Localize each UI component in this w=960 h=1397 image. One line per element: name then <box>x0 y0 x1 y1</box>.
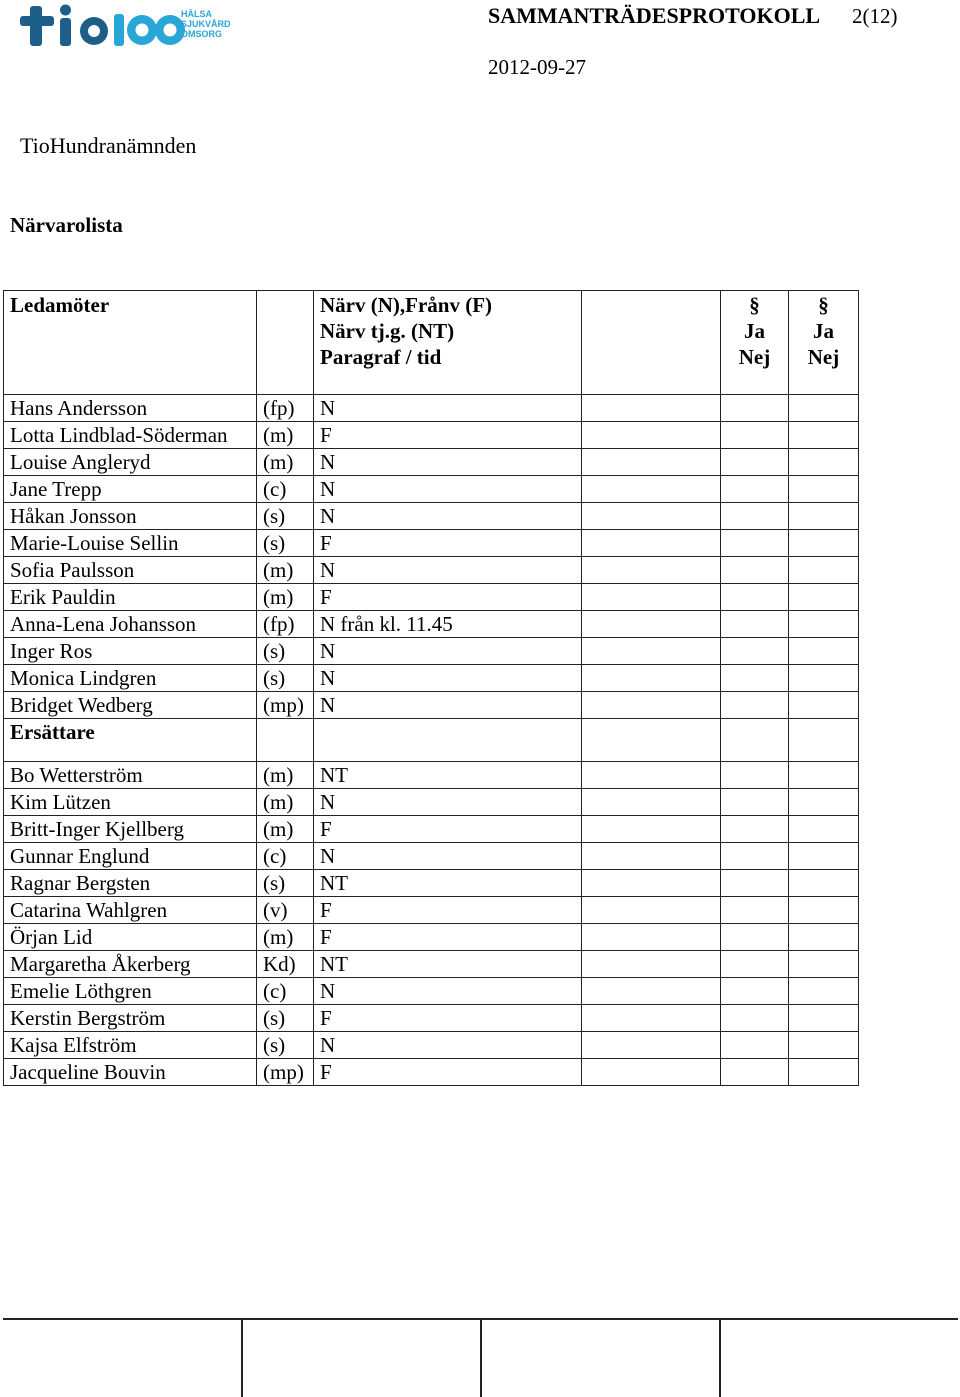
table-row <box>4 503 859 530</box>
header-paragraph-1 <box>721 291 789 395</box>
paragraph-1-cell <box>721 762 789 789</box>
blank-cell <box>582 584 721 611</box>
member-status: N <box>314 476 582 503</box>
header-line: Nej <box>807 345 840 369</box>
paragraph-2-cell <box>789 762 859 789</box>
blank-cell <box>582 638 721 665</box>
header-line: Nej <box>738 345 771 369</box>
paragraph-2-cell <box>789 789 859 816</box>
paragraph-2-cell <box>789 611 859 638</box>
paragraph-1-cell <box>721 395 789 422</box>
paragraph-1-cell <box>721 1032 789 1059</box>
paragraph-2-cell <box>789 422 859 449</box>
paragraph-1-cell <box>721 422 789 449</box>
paragraph-2-cell <box>789 1005 859 1032</box>
member-party: (s) <box>257 870 314 897</box>
blank-cell <box>582 530 721 557</box>
member-name: Emelie Löthgren <box>4 978 257 1005</box>
document-title: SAMMANTRÄDESPROTOKOLL <box>488 3 821 28</box>
paragraph-2-cell <box>789 557 859 584</box>
member-status: F <box>314 816 582 843</box>
blank-cell <box>582 557 721 584</box>
member-status: NT <box>314 951 582 978</box>
member-status: N <box>314 692 582 719</box>
member-party: (m) <box>257 422 314 449</box>
member-name: Bo Wetterström <box>4 762 257 789</box>
blank-cell <box>582 611 721 638</box>
substitutes-title: Ersättare <box>4 719 257 762</box>
paragraph-1-cell <box>721 584 789 611</box>
blank-cell <box>582 1059 721 1086</box>
member-status: N <box>314 503 582 530</box>
blank-cell <box>582 395 721 422</box>
blank-cell <box>582 789 721 816</box>
paragraph-1-cell <box>721 503 789 530</box>
paragraph-1-cell <box>721 816 789 843</box>
table-header-row <box>4 291 859 395</box>
paragraph-2-cell <box>789 449 859 476</box>
paragraph-2-cell <box>789 665 859 692</box>
header-members: Ledamöter <box>4 291 257 395</box>
member-name: Lotta Lindblad-Söderman <box>4 422 257 449</box>
table-row <box>4 611 859 638</box>
member-party: Kd) <box>257 951 314 978</box>
signature-box-divider <box>241 1319 243 1397</box>
blank-cell <box>582 422 721 449</box>
paragraph-2-cell <box>789 530 859 557</box>
paragraph-2-cell <box>789 816 859 843</box>
member-name: Margaretha Åkerberg <box>4 951 257 978</box>
attendance-table <box>3 290 859 1086</box>
blank-cell <box>582 924 721 951</box>
blank-cell <box>582 816 721 843</box>
paragraph-2-cell <box>789 978 859 1005</box>
blank-cell <box>582 1032 721 1059</box>
member-name: Kajsa Elfström <box>4 1032 257 1059</box>
paragraph-2-cell <box>789 476 859 503</box>
page-number: 2(12) <box>852 4 898 28</box>
member-party: (s) <box>257 503 314 530</box>
table-row <box>4 449 859 476</box>
paragraph-2-cell <box>789 924 859 951</box>
paragraph-2-cell <box>789 1032 859 1059</box>
member-name: Gunnar Englund <box>4 843 257 870</box>
member-status: F <box>314 1005 582 1032</box>
section-title: Närvarolista <box>10 213 123 237</box>
member-party: (fp) <box>257 611 314 638</box>
blank-cell <box>582 870 721 897</box>
member-party: (s) <box>257 638 314 665</box>
member-name: Jacqueline Bouvin <box>4 1059 257 1086</box>
blank-cell <box>314 719 582 762</box>
member-status: N <box>314 789 582 816</box>
header-line: § <box>818 293 829 317</box>
table-row <box>4 951 859 978</box>
paragraph-1-cell <box>721 951 789 978</box>
table-row <box>4 789 859 816</box>
member-party: (s) <box>257 665 314 692</box>
blank-cell <box>582 951 721 978</box>
header-line: Paragraf / tid <box>320 345 442 369</box>
member-status: F <box>314 897 582 924</box>
blank-cell <box>582 692 721 719</box>
paragraph-2-cell <box>789 584 859 611</box>
paragraph-2-cell <box>789 897 859 924</box>
paragraph-1-cell <box>721 843 789 870</box>
table-row <box>4 897 859 924</box>
member-name: Kim Lützen <box>4 789 257 816</box>
member-name: Britt-Inger Kjellberg <box>4 816 257 843</box>
table-row <box>4 870 859 897</box>
member-party: (s) <box>257 1032 314 1059</box>
substitutes-heading-row <box>4 719 859 762</box>
member-status: F <box>314 530 582 557</box>
member-name: Sofia Paulsson <box>4 557 257 584</box>
member-status: N <box>314 449 582 476</box>
logo-tagline <box>181 9 245 39</box>
header-paragraph-2 <box>789 291 859 395</box>
header-line: Närv tj.g. (NT) <box>320 319 455 343</box>
paragraph-1-cell <box>721 1059 789 1086</box>
member-party: (m) <box>257 924 314 951</box>
member-status: N <box>314 843 582 870</box>
paragraph-1-cell <box>721 476 789 503</box>
member-party: (mp) <box>257 692 314 719</box>
header-line: § <box>749 293 760 317</box>
logo-line: SJUKVÅRD <box>181 19 231 29</box>
blank-cell <box>582 665 721 692</box>
table-row <box>4 762 859 789</box>
table-row <box>4 692 859 719</box>
paragraph-2-cell <box>789 638 859 665</box>
paragraph-2-cell <box>789 951 859 978</box>
blank-cell <box>721 719 789 762</box>
logo-wordmark <box>20 5 185 47</box>
table-row <box>4 1005 859 1032</box>
member-party: (c) <box>257 476 314 503</box>
member-name: Bridget Wedberg <box>4 692 257 719</box>
blank-cell <box>582 476 721 503</box>
member-name: Marie-Louise Sellin <box>4 530 257 557</box>
member-party: (m) <box>257 816 314 843</box>
paragraph-2-cell <box>789 503 859 530</box>
paragraph-1-cell <box>721 557 789 584</box>
member-party: (fp) <box>257 395 314 422</box>
blank-cell <box>789 719 859 762</box>
paragraph-2-cell <box>789 843 859 870</box>
paragraph-1-cell <box>721 924 789 951</box>
member-party: (m) <box>257 557 314 584</box>
table-row <box>4 843 859 870</box>
paragraph-1-cell <box>721 789 789 816</box>
member-name: Inger Ros <box>4 638 257 665</box>
member-status: N <box>314 1032 582 1059</box>
header-party <box>257 291 314 395</box>
member-status: NT <box>314 762 582 789</box>
member-status: F <box>314 584 582 611</box>
member-name: Catarina Wahlgren <box>4 897 257 924</box>
member-name: Jane Trepp <box>4 476 257 503</box>
member-name: Ragnar Bergsten <box>4 870 257 897</box>
committee-name: TioHundranämnden <box>20 133 197 158</box>
member-party: (m) <box>257 789 314 816</box>
paragraph-1-cell <box>721 449 789 476</box>
paragraph-1-cell <box>721 978 789 1005</box>
signature-box-divider <box>480 1319 482 1397</box>
paragraph-1-cell <box>721 611 789 638</box>
member-status: N <box>314 638 582 665</box>
member-name: Hans Andersson <box>4 395 257 422</box>
member-status: N från kl. 11.45 <box>314 611 582 638</box>
member-name: Monica Lindgren <box>4 665 257 692</box>
header-line: Närv (N),Frånv (F) <box>320 293 493 317</box>
logo-line: OMSORG <box>181 29 223 39</box>
member-status: N <box>314 665 582 692</box>
header-line: Ja <box>744 319 765 343</box>
paragraph-2-cell <box>789 1059 859 1086</box>
member-status: N <box>314 557 582 584</box>
table-row <box>4 665 859 692</box>
member-party: (mp) <box>257 1059 314 1086</box>
signature-box-divider <box>719 1319 721 1397</box>
blank-cell <box>257 719 314 762</box>
paragraph-1-cell <box>721 897 789 924</box>
member-name: Örjan Lid <box>4 924 257 951</box>
member-party: (s) <box>257 530 314 557</box>
blank-cell <box>582 1005 721 1032</box>
member-party: (m) <box>257 584 314 611</box>
header-blank <box>582 291 721 395</box>
paragraph-2-cell <box>789 692 859 719</box>
paragraph-2-cell <box>789 395 859 422</box>
paragraph-1-cell <box>721 638 789 665</box>
blank-cell <box>582 762 721 789</box>
member-name: Anna-Lena Johansson <box>4 611 257 638</box>
member-name: Kerstin Bergström <box>4 1005 257 1032</box>
header-attendance <box>314 291 582 395</box>
blank-cell <box>582 978 721 1005</box>
blank-cell <box>582 897 721 924</box>
member-status: F <box>314 1059 582 1086</box>
table-row <box>4 924 859 951</box>
paragraph-2-cell <box>789 870 859 897</box>
member-name: Louise Angleryd <box>4 449 257 476</box>
member-status: N <box>314 978 582 1005</box>
document-date: 2012-09-27 <box>488 55 586 79</box>
table-row <box>4 476 859 503</box>
paragraph-1-cell <box>721 530 789 557</box>
blank-cell <box>582 449 721 476</box>
member-status: F <box>314 924 582 951</box>
header-line: Ja <box>813 319 834 343</box>
paragraph-1-cell <box>721 665 789 692</box>
table-row <box>4 978 859 1005</box>
member-status: F <box>314 422 582 449</box>
blank-cell <box>582 503 721 530</box>
logo-line: HÄLSA <box>181 9 212 19</box>
paragraph-1-cell <box>721 692 789 719</box>
paragraph-1-cell <box>721 1005 789 1032</box>
table-row <box>4 530 859 557</box>
table-row <box>4 557 859 584</box>
table-row <box>4 1032 859 1059</box>
blank-cell <box>582 719 721 762</box>
paragraph-1-cell <box>721 870 789 897</box>
table-row <box>4 1059 859 1086</box>
member-party: (v) <box>257 897 314 924</box>
table-row <box>4 422 859 449</box>
member-party: (s) <box>257 1005 314 1032</box>
table-row <box>4 584 859 611</box>
member-party: (m) <box>257 762 314 789</box>
member-party: (c) <box>257 843 314 870</box>
table-row <box>4 395 859 422</box>
member-status: NT <box>314 870 582 897</box>
table-row <box>4 816 859 843</box>
member-status: N <box>314 395 582 422</box>
member-name: Erik Pauldin <box>4 584 257 611</box>
blank-cell <box>582 843 721 870</box>
member-name: Håkan Jonsson <box>4 503 257 530</box>
table-row <box>4 638 859 665</box>
member-party: (m) <box>257 449 314 476</box>
member-party: (c) <box>257 978 314 1005</box>
